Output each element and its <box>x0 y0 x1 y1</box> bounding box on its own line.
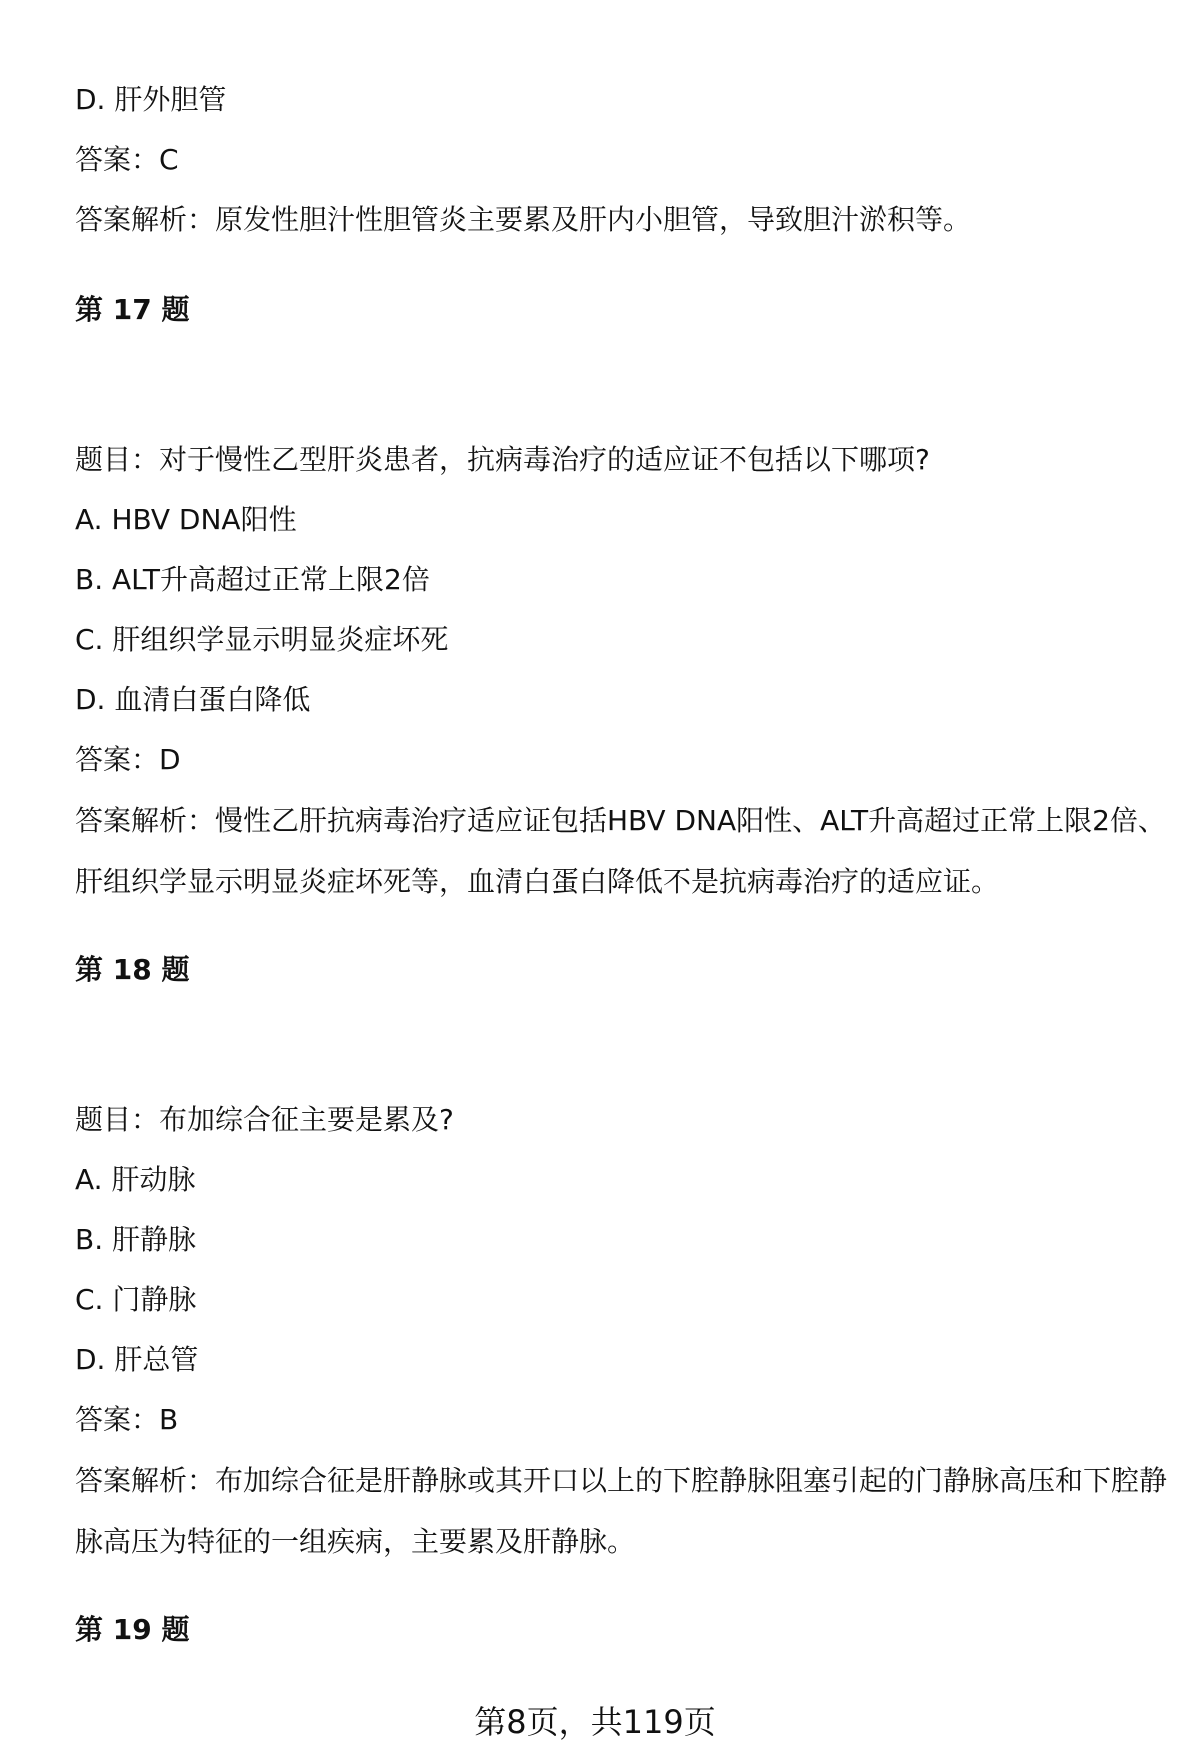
q18-option-b: B. 肝静脉 <box>75 1223 197 1256</box>
q17-analysis: 答案解析：慢性乙肝抗病毒治疗适应证包括HBV DNA阳性、ALT升高超过正常上限2倍、肝组织学显示明显炎症坏死等，血清白蛋白降低不是抗病毒治疗的适应证。 <box>75 804 1166 898</box>
q18-option-a: A. 肝动脉 <box>75 1163 196 1196</box>
q17-option-b: B. ALT升高超过正常上限2倍 <box>75 563 430 596</box>
q16-analysis: 答案解析：原发性胆汁性胆管炎主要累及肝内小胆管，导致胆汁淤积等。 <box>75 203 972 236</box>
q17-option-d: D. 血清白蛋白降低 <box>75 683 311 716</box>
q17-option-a: A. HBV DNA阳性 <box>75 503 297 536</box>
q19-heading: 第 19 题 <box>75 1613 190 1646</box>
q18-question: 题目：布加综合征主要是累及? <box>75 1103 454 1136</box>
page-footer: 第8页，共119页 <box>474 1703 716 1741</box>
q17-question: 题目：对于慢性乙型肝炎患者，抗病毒治疗的适应证不包括以下哪项? <box>75 443 930 476</box>
q17-heading: 第 17 题 <box>75 293 190 326</box>
q18-heading: 第 18 题 <box>75 953 190 986</box>
q18-analysis: 答案解析：布加综合征是肝静脉或其开口以上的下腔静脉阻塞引起的门静脉高压和下腔静脉高压为特征的一组疾病，主要累及肝静脉。 <box>75 1464 1168 1558</box>
q18-option-c: C. 门静脉 <box>75 1283 197 1316</box>
q18-option-d: D. 肝总管 <box>75 1343 199 1376</box>
q17-option-c: C. 肝组织学显示明显炎症坏死 <box>75 623 449 656</box>
q16-option-d: D. 肝外胆管 <box>75 83 227 116</box>
q16-answer: 答案：C <box>75 143 179 176</box>
q17-answer: 答案：D <box>75 743 181 776</box>
q18-answer: 答案：B <box>75 1403 179 1436</box>
